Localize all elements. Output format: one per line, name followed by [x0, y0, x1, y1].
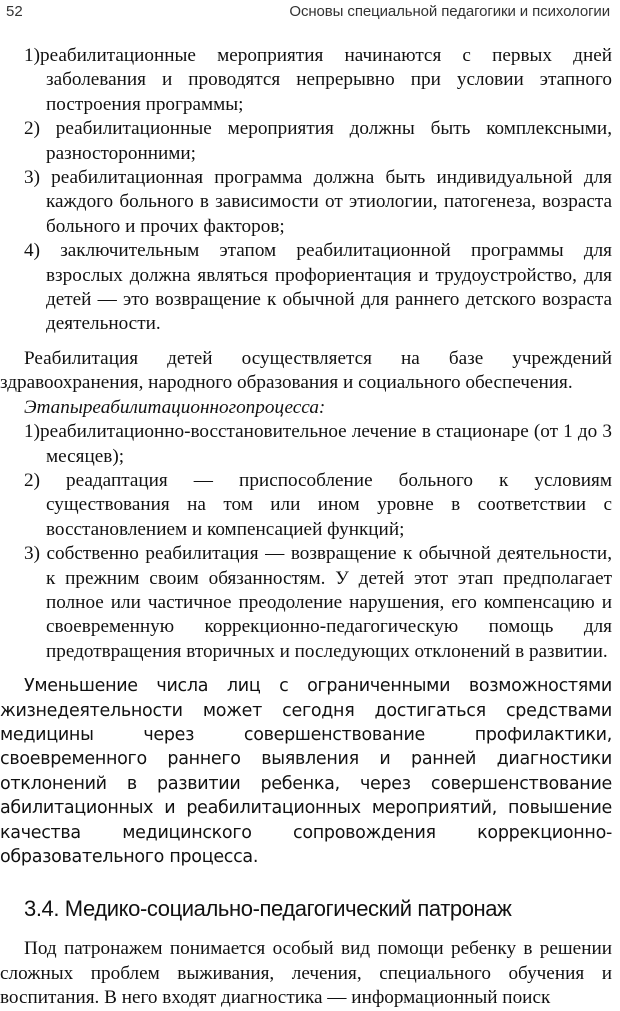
list-item: 1)реабилитационно-восстановительное лечение в стационаре (от 1 до 3 месяцев); — [24, 421, 612, 467]
section-title: 3.4. Медико-социально-педагогический патронаж — [24, 896, 512, 922]
list-item: 3) собственно реабилитация — возвращение к обычной деятельности, к прежним своим обязанностям. У детей этот этап предполагает полное или частичное преодоление нарушения, его компенсацию и своевременную коррекционно-педагогическую помощь для предотвращения вторичных и последующих отклонений в развитии. — [24, 543, 612, 662]
principles-list — [0, 44, 612, 337]
page-number: 52 — [6, 3, 23, 20]
reduction-paragraph: Уменьшение числа лиц с ограниченными возможностями жизнедеятельности может сегодня достигаться средствами медицины через совершенствование профилактики, своевременного раннего выявления и ранней диагностики отклонений в развитии ребенка, через совершенствование абилитационных и реабилитационных мероприятий, повышение качества медицинского сопровождения коррекционно-образовательного процесса. — [0, 676, 612, 867]
rehab-base-paragraph: Реабилитация детей осуществляется на базе учреждений здравоохранения, народного образования и социального обеспечения. — [0, 347, 612, 394]
running-title: Основы специальной педагогики и психологии — [289, 3, 610, 20]
running-header — [0, 0, 620, 28]
page-body — [0, 44, 612, 1011]
list-item: 3) реабилитационная программа должна быть индивидуальной для каждого больного в зависимости от этиологии, патогенеза, возраста больного и прочих факторов; — [24, 167, 612, 237]
list-item: 4) заключительным этапом реабилитационной программы для взрослых должна являться профориентация и трудоустройство, для детей — это возвращение к обычной для раннего детского возраста деятельности. — [24, 240, 612, 335]
list-item: 1)реабилитационные мероприятия начинаются с первых дней заболевания и проводятся непрерывно при условии этапного построения программы; — [24, 45, 612, 115]
list-item: 2) реабилитационные мероприятия должны быть комплексными, разносторонними; — [24, 118, 612, 164]
list-item: 2) реадаптация — приспособление больного к условиям существования на том или ином уровне в соответствии с восстановлением и компенсацией функций; — [24, 469, 612, 540]
stages-list — [0, 420, 612, 664]
stages-heading: Этапыреабилитационногопроцесса: — [24, 396, 326, 418]
patronage-paragraph: Под патронажем понимается особый вид помощи ребенку в решении сложных проблем выживания, лечения, специального обучения и воспитания. В него входят диагностика — информационный поиск — [0, 938, 612, 1009]
